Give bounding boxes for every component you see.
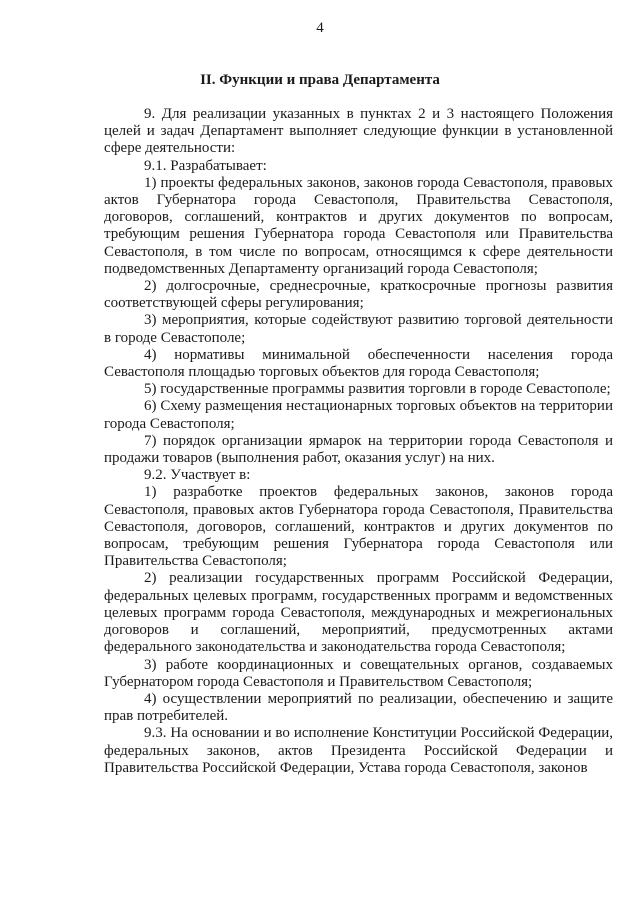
document-body (104, 106, 613, 777)
paragraph-9-1-item-4: 4) нормативы минимальной обеспеченности населения города Севастополя площадью торговых объектов для города Севастополя; (104, 346, 613, 381)
paragraph-9-2: 9.2. Участвует в: (144, 467, 251, 484)
paragraph-9-2-item-3: 3) работе координационных и совещательных органов, создаваемых Губернатором города Севастополя и Правительством Севастополя; (104, 656, 613, 690)
paragraph-9-1-item-6: 6) Схему размещения нестационарных торговых объектов на территории города Севастополя; (104, 398, 613, 432)
paragraph-9-1-item-3: 3) мероприятия, которые содействуют развитию торговой деятельности в городе Севастополе; (104, 312, 613, 346)
paragraph-9-1: 9.1. Разрабатывает: (144, 157, 267, 174)
section-heading: II. Функции и права Департамента (200, 72, 440, 88)
paragraph-9-2-item-2: 2) реализации государственных программ Российской Федерации, федеральных целевых программ, государственных программ и ведомственных целевых программ города Севастополя, международных и межрегиональных договоров и соглашений, мероприятий, предусмотренных актами федерального законодательства и законодательства города Севастополя; (104, 570, 613, 656)
paragraph-9-2-item-4: 4) осуществлении мероприятий по реализации, обеспечению и защите прав потребителей. (104, 690, 613, 725)
paragraph-9-1-item-1: 1) проекты федеральных законов, законов города Севастополя, правовых актов Губернатора города Севастополя, Правительства Севастополя, договоров, соглашений, контрактов и других документов по вопросам, требующим решения Губернатора города Севастополя или Правительства Севастополя, в том числе по вопросам, относящимся к сфере деятельности подведомственных Департаменту организаций города Севастополя; (104, 174, 613, 277)
paragraph-9-1-item-2: 2) долгосрочные, среднесрочные, краткосрочные прогнозы развития соответствующей сферы регулирования; (104, 278, 613, 312)
paragraph-9-2-item-1: 1) разработке проектов федеральных законов, законов города Севастополя, правовых актов Губернатора города Севастополя, Правительства Севастополя, договоров, соглашений, контрактов и других документов по вопросам, требующим решения Губернатора города Севастополя или Правительства Севастополя; (104, 484, 613, 570)
paragraph-9: 9. Для реализации указанных в пунктах 2 и 3 настоящего Положения целей и задач Департамент выполняет следующие функции в установленной сфере деятельности: (104, 106, 613, 157)
paragraph-9-1-item-7: 7) порядок организации ярмарок на территории города Севастополя и продажи товаров (выполнения работ, оказания услуг) на них. (104, 432, 613, 467)
page-number: 4 (316, 20, 324, 36)
paragraph-9-1-item-5: 5) государственные программы развития торговли в городе Севастополе; (144, 381, 611, 398)
paragraph-9-3: 9.3. На основании и во исполнение Конституции Российской Федерации, федеральных законов, актов Президента Российской Федерации и Правительства Российской Федерации, Устава города Севастополя, законов (104, 725, 613, 776)
